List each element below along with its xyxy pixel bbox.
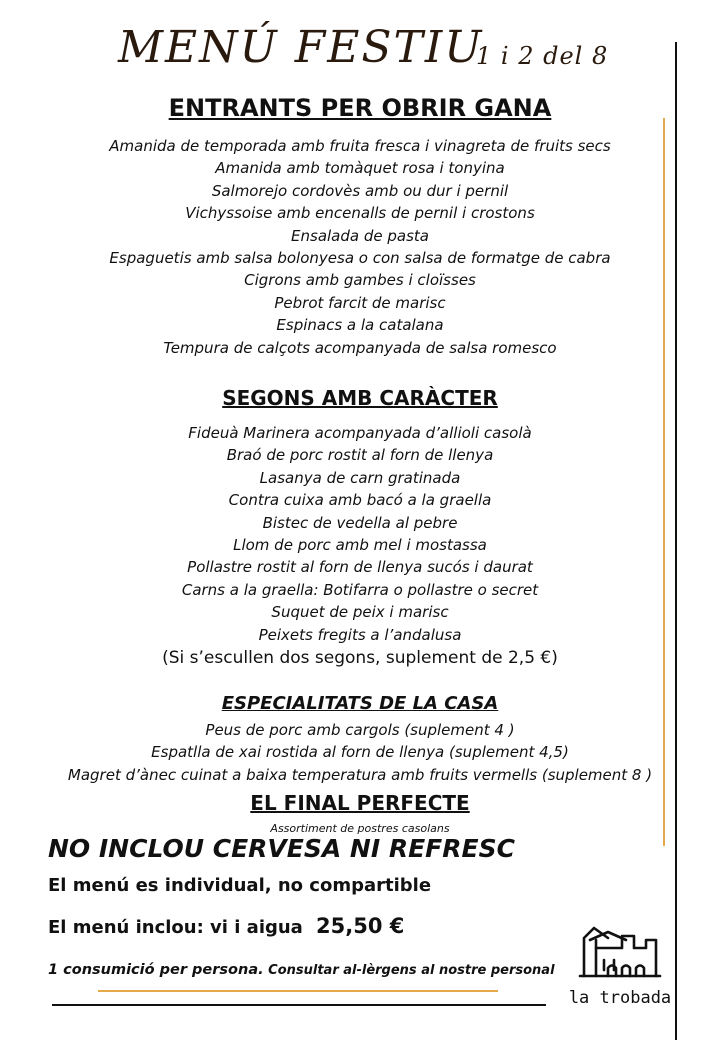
list-item: Braó de porc rostit al forn de llenya (226, 446, 494, 465)
list-item: Bistec de vedella al pebre (262, 513, 458, 532)
mains-list (0, 422, 720, 646)
mains-heading: SEGONS AMB CARÀCTER (222, 386, 498, 410)
logo-text: la trobada (568, 988, 672, 1008)
menu-date: 1 i 2 del 8 (476, 42, 609, 70)
horizontal-divider (52, 1004, 546, 1006)
individual-menu-note: El menú es individual, no compartible (48, 875, 432, 896)
starters-list (0, 135, 720, 359)
list-item: Cigrons amb gambes i cloïsses (244, 271, 476, 290)
list-item: Tempura de calçots acompanyada de salsa romesco (163, 338, 557, 357)
list-item: Suquet de peix i marisc (271, 603, 449, 622)
dessert-heading: EL FINAL PERFECTE (250, 791, 470, 815)
menu-price: 25,50 € (316, 914, 405, 938)
list-item: Fideuà Marinera acompanyada d’allioli casolà (188, 424, 532, 442)
menu-includes: El menú inclou: vi i aigua (48, 917, 303, 938)
specials-list (0, 719, 720, 786)
specials-heading: ESPECIALITATS DE LA CASA (221, 693, 499, 714)
menu-title: MENÚ FESTIU (118, 22, 484, 73)
list-item: Llom de porc amb mel i mostassa (233, 535, 487, 554)
list-item: Lasanya de carn gratinada (259, 468, 461, 487)
allergens-note: Consultar al-lèrgens al nostre personal (263, 963, 555, 978)
list-item: Vichyssoise amb encenalls de pernil i crostons (185, 204, 535, 223)
list-item: Espinacs a la catalana (276, 316, 444, 335)
consumption-note (48, 962, 555, 978)
list-item: Peus de porc amb cargols (suplement 4 ) (205, 721, 515, 739)
list-item: Espaguetis amb salsa bolonyesa o con salsa de formatge de cabra (109, 248, 611, 267)
list-item: Salmorejo cordovès amb ou dur i pernil (211, 181, 509, 200)
no-drinks-warning: NO INCLOU CERVESA NI REFRESC (48, 834, 515, 863)
consumption-text: 1 consumició per persona. (48, 962, 264, 978)
mains-supplement-note: (Si s’escullen dos segons, suplement de 2,5 €) (162, 648, 558, 668)
list-item: Pollastre rostit al forn de llenya sucós i daurat (187, 558, 533, 577)
starters-heading: ENTRANTS PER OBRIR GANA (168, 94, 552, 122)
dessert-text: Assortiment de postres casolans (270, 822, 450, 835)
list-item: Pebrot farcit de marisc (274, 293, 446, 312)
list-item: Espatlla de xai rostida al forn de llenya (suplement 4,5) (151, 743, 569, 762)
restaurant-logo (560, 912, 680, 1016)
list-item: Magret d’ànec cuinat a baixa temperatura amb fruits vermells (suplement 8 ) (67, 765, 653, 784)
list-item: Amanida amb tomàquet rosa i tonyina (215, 159, 505, 178)
list-item: Amanida de temporada amb fruita fresca i vinagreta de fruits secs (109, 137, 611, 155)
list-item: Peixets fregits a l’andalusa (258, 625, 462, 644)
list-item: Ensalada de pasta (291, 226, 429, 245)
horizontal-accent-line (98, 990, 498, 992)
list-item: Carns a la graella: Botifarra o pollastre o secret (181, 580, 539, 599)
list-item: Contra cuixa amb bacó a la graella (228, 491, 492, 510)
castle-building-icon (560, 912, 680, 1012)
